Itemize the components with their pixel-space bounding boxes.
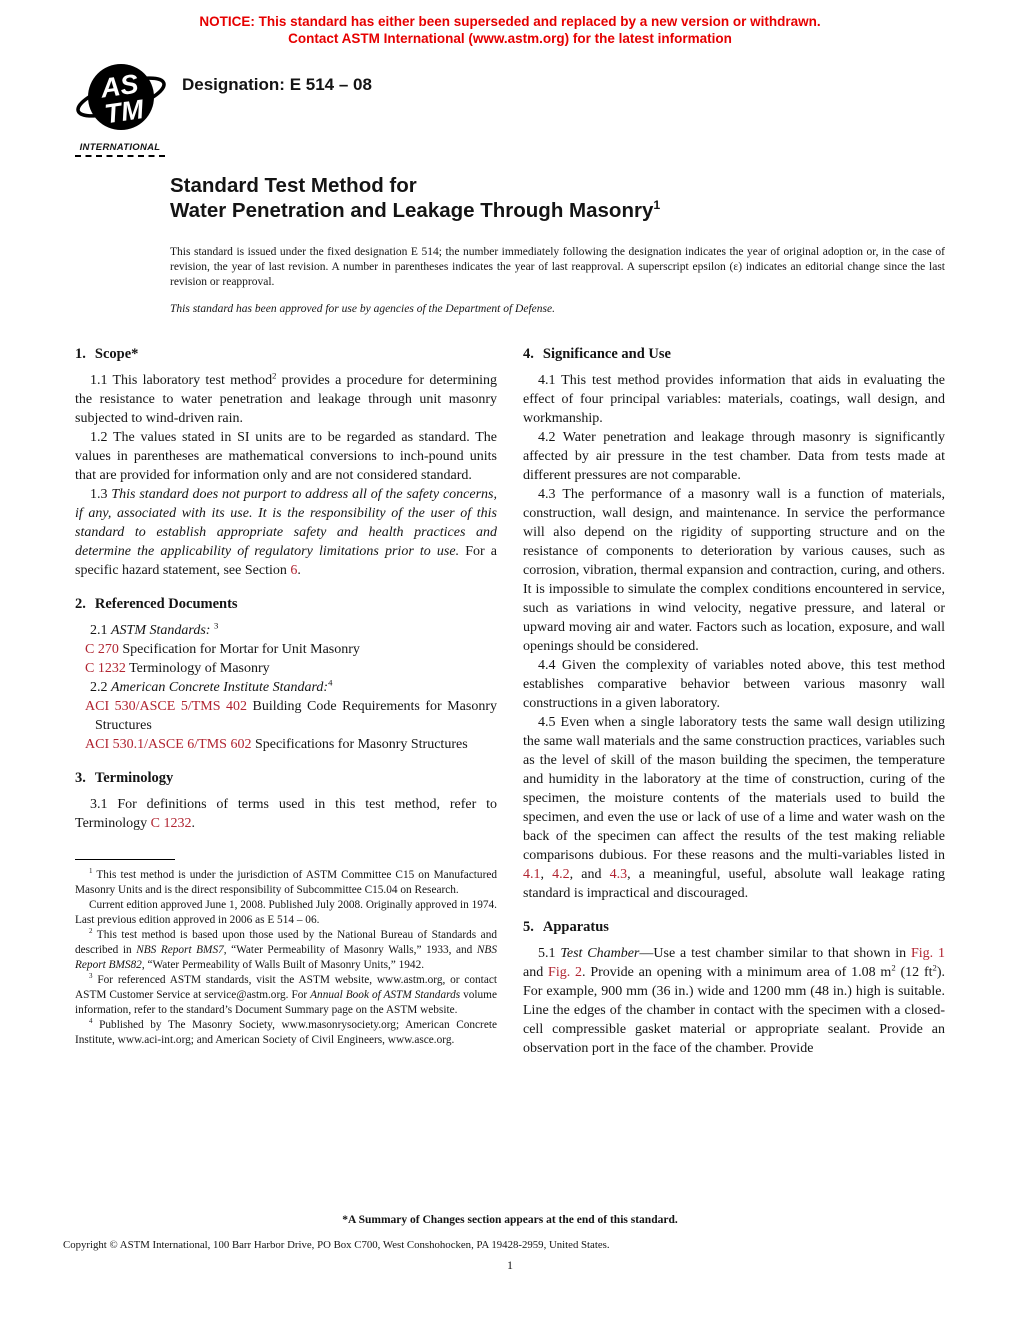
paragraph-1-1: 1.1 This laboratory test method$^2$ provides a procedure for determining the resistance to water penetration and leakage through unit masonry subjected to wind-driven rain. xyxy=(75,370,497,426)
reference-item: ACI 530.1/ASCE 6/TMS 602 Specifications for Masonry Structures xyxy=(85,737,468,752)
paragraph-4-2: 4.2 Water penetration and leakage through masonry is significantly affected by air pressure in the test chamber. Data from tests made at different pressures are not comparable. xyxy=(523,430,945,483)
paragraph-1-2: 1.2 The values stated in SI units are to be regarded as standard. The values in parentheses are mathematical conversions to inch-pound units that are provided for information only and are not considered standard. xyxy=(75,430,497,483)
paragraph-4-1: 4.1 This test method provides information that aids in evaluating the effect of four principal variables: materials, coatings, wall design, and workmanship. xyxy=(523,373,945,426)
document-header xyxy=(75,59,945,157)
reference-item: C 1232 Terminology of Masonry xyxy=(85,661,270,676)
reference-link[interactable]: 4.1 xyxy=(523,867,541,882)
title-line-2: Water Penetration and Leakage Through Masonry$^1$ xyxy=(170,198,661,222)
footnote-2: $^2$ This test method is based upon those used by the National Bureau of Standards and described in NBS Report BMS7, “Water Permeability of Masonry Walls,” 1933, and NBS Report BMS82, “Water Permeability of Walls Built of Masonry Units,” 1942. xyxy=(75,927,497,971)
astm-logo xyxy=(75,59,170,157)
reference-link[interactable]: 4.2 xyxy=(552,867,570,882)
astm-logo-icon xyxy=(75,59,167,137)
reference-link[interactable]: 4.3 xyxy=(609,867,628,882)
footnotes-block xyxy=(75,859,497,1048)
astm-logo-subtitle: INTERNATIONAL xyxy=(75,142,165,157)
paragraph-5-1: 5.1 Test Chamber—Use a test chamber similar to that shown in Fig. 1 and Fig. 2. Provide an opening with a minimum area of 1.08 $m^2$ (12 $ft^2$). For example, 900 mm (36 in.) wide and 1200 mm (48 in.) high is suitable. Line the edges of the chamber in contact with the specimen with a closed-cell compressible gasket material or appropriate sealant. Provide an observation port in the face of the chamber. Provide xyxy=(523,946,946,1056)
footnote-rule xyxy=(75,859,175,860)
designation-code: E 514 – 08 xyxy=(289,75,372,94)
designation-label: Designation: xyxy=(182,75,285,94)
section-heading-terminology: 3. Terminology xyxy=(75,770,174,786)
designation xyxy=(182,75,372,95)
paragraph-2-2: 2.2 American Concrete Institute Standard:$^4$ xyxy=(90,677,333,695)
svg-text:TM: TM xyxy=(102,94,146,130)
section-heading-apparatus: 5. Apparatus xyxy=(523,919,609,935)
reference-link[interactable]: Fig. 2 xyxy=(548,965,583,980)
reference-link[interactable]: Fig. 1 xyxy=(910,946,945,961)
notice-line-2: Contact ASTM International (www.astm.org) for the latest information xyxy=(288,30,732,46)
paragraph-3-1: 3.1 For definitions of terms used in this test method, refer to Terminology C 1232. xyxy=(75,797,497,831)
title-line-1: Standard Test Method for xyxy=(170,174,417,197)
dod-approval-note: This standard has been approved for use by agencies of the Department of Defense. xyxy=(170,303,555,315)
title-footnote-marker: 1 xyxy=(653,198,661,213)
footnote-1-edition: Current edition approved June 1, 2008. Published July 2008. Originally approved in 1974. Last previous edition approved in 2006 as E 514 – 06. xyxy=(75,899,497,926)
footnote-1: $^1$ This test method is under the jurisdiction of ASTM Committee C15 on Manufactured Masonry Units and is the direct responsibility of Subcommittee C15.04 on Research. xyxy=(75,867,497,896)
reference-link[interactable]: ACI 530/ASCE 5/TMS 402 xyxy=(85,699,248,714)
reference-item: C 270 Specification for Mortar for Unit Masonry xyxy=(85,642,360,657)
copyright-line: Copyright © ASTM International, 100 Barr Harbor Drive, PO Box C700, West Conshohocken, PA 19428-2959, United States. xyxy=(63,1239,610,1251)
paragraph-4-3: 4.3 The performance of a masonry wall is a function of materials, construction, wall design, and maintenance. In service the performance will also depend on the rigidity of supporting structure and on the resistance of components to deterioration by various causes, such as corrosion, vibration, thermal expansion and contraction, curing, and others. It is impossible to simulate the complex conditions encountered in service, such as variations in wind velocity, negative pressure, and lateral or upward moving air and water. Factors such as location, exposure, and wall openings should be considered. xyxy=(523,487,945,654)
summary-of-changes-note: *A Summary of Changes section appears at the end of this standard. xyxy=(342,1214,678,1226)
paragraph-4-4: 4.4 Given the complexity of variables noted above, this test method establishes comparative behavior between various masonry wall constructions in a given laboratory. xyxy=(523,658,945,711)
paragraph-1-3: 1.3 This standard does not purport to address all of the safety concerns, if any, associated with its use. It is the responsibility of the user of this standard to establish appropriate safety and health practices and determine the applicability of regulatory limitations prior to use. For a specific hazard statement, see Section 6. xyxy=(75,487,498,578)
footnote-3: $^3$ For referenced ASTM standards, visit the ASTM website, www.astm.org, or contact ASTM Customer Service at service@astm.org. For Annual Book of ASTM Standards volume information, refer to the standard’s Document Summary page on the ASTM website. xyxy=(75,972,497,1016)
paragraph-2-1: 2.1 ASTM Standards: $^3$ xyxy=(90,620,219,638)
section-heading-significance: 4. Significance and Use xyxy=(523,346,671,362)
svg-text:AS: AS xyxy=(98,68,141,104)
reference-link[interactable]: 6 xyxy=(290,563,298,578)
page-number: 1 xyxy=(507,1258,513,1272)
reference-link[interactable]: C 270 xyxy=(85,642,119,657)
footnote-4: $^4$ Published by The Masonry Society, www.masonrysociety.org; American Concrete Institute, www.aci-int.org; and American Society of Civil Engineers, www.asce.org. xyxy=(75,1017,497,1046)
reference-link[interactable]: ACI 530.1/ASCE 6/TMS 602 xyxy=(85,737,252,752)
right-column xyxy=(523,343,945,1193)
section-heading-referenced-documents: 2. Referenced Documents xyxy=(75,596,238,612)
reference-link[interactable]: C 1232 xyxy=(150,816,192,831)
reference-link[interactable]: C 1232 xyxy=(85,661,126,676)
superseded-notice xyxy=(75,14,945,47)
page-title xyxy=(170,173,945,223)
body-columns xyxy=(75,343,945,1193)
issuance-paragraph: This standard is issued under the fixed designation E 514; the number immediately following the designation indicates the year of original adoption or, in the case of revision, the year of last revision. A number in parentheses indicates the year of last reapproval. A superscript epsilon (ε) indicates an editorial change since the last revision or reapproval. xyxy=(170,246,945,288)
left-column xyxy=(75,343,497,1193)
section-heading-scope: 1. Scope* xyxy=(75,346,139,362)
paragraph-4-5: 4.5 Even when a single laboratory tests the same wall design utilizing the same wall materials and the same construction practices, variables such as the level of skill of the mason building the specimen, the temperature and humidity in the laboratory at the time of construction, curing of the specimen, the moisture contents of the materials used to build the specimen, and even the use or lack of use of a lime and water wash on the back of the specimen can affect the results of the test making reliable comparisons dubious. For these reasons and the multi-variables listed in 4.1, 4.2, and 4.3, a meaningful, useful, absolute wall leakage rating standard is impractical and discouraged. xyxy=(523,715,945,901)
notice-line-1: NOTICE: This standard has either been superseded and replaced by a new version or withdrawn. xyxy=(199,14,821,29)
reference-item: ACI 530/ASCE 5/TMS 402 Building Code Requirements for Masonry Structures xyxy=(85,699,497,733)
